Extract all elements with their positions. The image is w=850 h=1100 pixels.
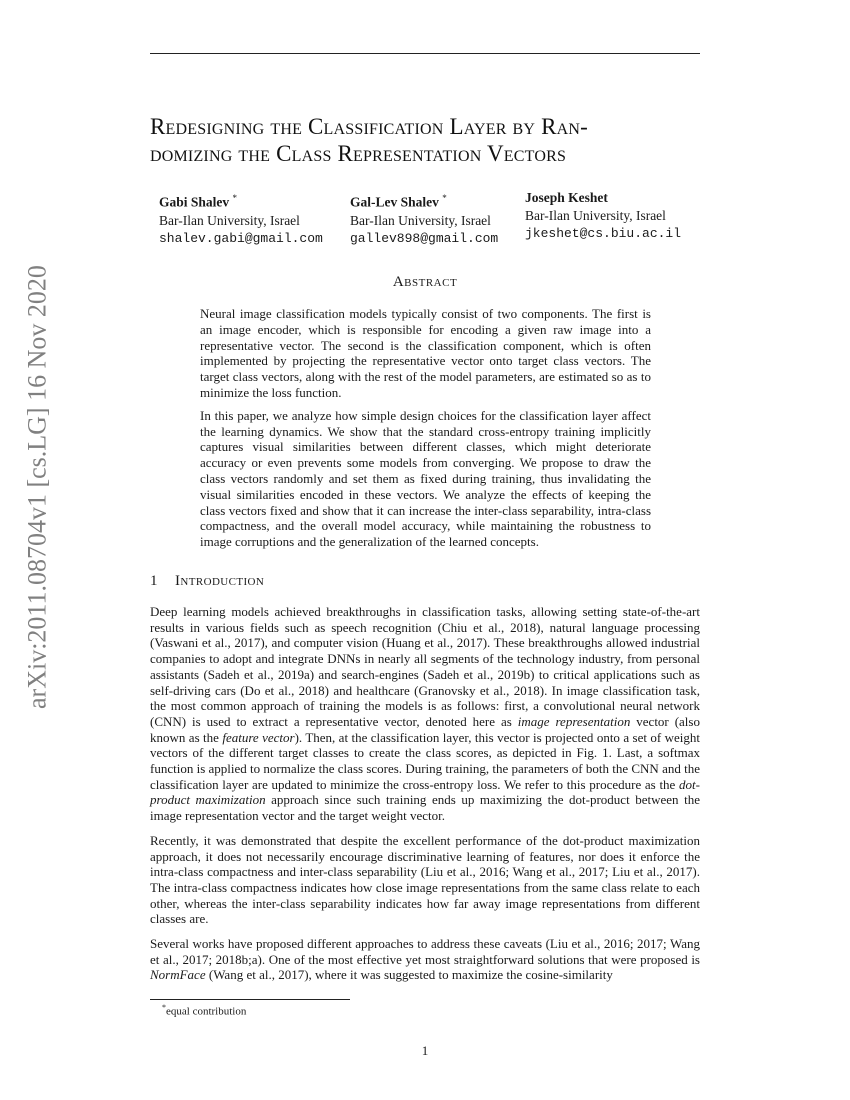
abstract-body: [200, 306, 651, 557]
abstract-paragraph-1: Neural image classification models typically consist of two components. The first is an image encoder, which is responsible for encoding a given raw image into a representative vector. The second is the classification component, which is often implemented by projecting the representative vector onto target class vectors. The target class vectors, along with the rest of the model parameters, are estimated so as to minimize the loss function.: [200, 306, 651, 400]
page-number: 1: [421, 1043, 429, 1058]
equal-contribution-mark: *: [442, 193, 447, 203]
intro-paragraph-2: Recently, it was demonstrated that despite the excellent performance of the dot-product maximization approach, it does not necessarily encourage discriminative learning of features, nor does it enforce the intra-class compactness and inter-class separability (Liu et al., 2016; Wang et al., 2017; Liu et al., 2017). The intra-class compactness indicates how close image representations from the same class relate to each other, whereas the inter-class separability indicates how far away image representations from different classes are.: [150, 832, 700, 927]
emphasis-term: feature vector: [222, 729, 295, 745]
author-email: jkeshet@cs.biu.ac.il: [525, 226, 682, 241]
author-name: Joseph Keshet: [525, 190, 608, 205]
author-affiliation: Bar-Ilan University, Israel: [159, 212, 300, 228]
footnote-rule: [150, 999, 350, 1000]
top-rule: [150, 53, 700, 54]
title-line-2: domizing the Class Representation Vectors: [150, 141, 567, 166]
author-affiliation: Bar-Ilan University, Israel: [525, 208, 666, 223]
author-3: [525, 189, 681, 243]
author-name: Gal-Lev Shalev *: [350, 193, 447, 210]
author-affiliation: Bar-Ilan University, Israel: [350, 212, 491, 228]
author-email: shalev.gabi@gmail.com: [159, 230, 323, 246]
intro-paragraph-1: Deep learning models achieved breakthroughs in classification tasks, allowing setting state-of-the-art results in various fields such as speech recognition (Chiu et al., 2018), natural language processing (Vaswani et al., 2017), and computer vision (Huang et al., 2017). These breakthroughs allowed industrial companies to adopt and integrate DNNs in nearly all segments of the technology industry, from personal assistants (Sadeh et al., 2019a) and search-engines (Sadeh et al., 2019b) to critical applications such as self-driving cars (Do et al., 2018) and healthcare (Granovsky et al., 2018). In image classification task, the most common approach of training the models is as follows: first, a convolutional neural network (CNN) is used to extract a representative vector, denoted here as image representation vector (also known as the feature vector). Then, at the classification layer, this vector is projected onto a set of weight vectors of the different target classes to create the class scores, as depicted in Fig. 1. Last, a softmax function is applied to normalize the class scores. During training, the parameters of both the CNN and the classification layer are updated to minimize the cross-entropy loss. We refer to this procedure as the dot-product maximization approach since such training ends up maximizing the dot-product between the image representation vector and the target weight vector.: [150, 604, 700, 824]
author-name: Gabi Shalev *: [159, 193, 238, 210]
author-2: [350, 189, 498, 248]
section-number: 1: [150, 573, 158, 589]
footnote-text: equal contribution: [166, 1005, 247, 1018]
author-email: gallev898@gmail.com: [350, 230, 499, 246]
section-title: Introduction: [175, 573, 265, 589]
emphasis-term: dot-product maximization: [150, 776, 700, 808]
footnote-mark: *: [162, 1003, 166, 1012]
section-heading-introduction: [150, 573, 264, 590]
arxiv-stamp: arXiv:2011.08704v1 [cs.LG] 16 Nov 2020: [22, 265, 52, 709]
abstract-heading: Abstract: [392, 274, 458, 290]
introduction-body: [150, 604, 700, 992]
author-1: [159, 189, 323, 248]
emphasis-term: image representation: [517, 713, 631, 729]
equal-contribution-mark: *: [232, 193, 238, 203]
intro-paragraph-3: Several works have proposed different approaches to address these caveats (Liu et al., 2016; 2017; Wang et al., 2017; 2018b;a). One of the most effective yet most straightforward solutions that were proposed is NormFace (Wang et al., 2017), where it was suggested to maximize the cosine-similarity: [150, 936, 700, 983]
emphasis-term: NormFace: [150, 967, 206, 983]
footnote: [162, 1003, 246, 1018]
title-line-1: Redesigning the Classification Layer by Ran-: [150, 114, 589, 139]
abstract-paragraph-2: In this paper, we analyze how simple design choices for the classification layer affect the learning dynamics. We show that the standard cross-entropy training implicitly captures visual similarities between different classes, which might deteriorate accuracy or even prevents some models from converging. We propose to draw the class vectors randomly and set them as fixed during training, thus invalidating the visual similarities encoded in these vectors. We analyze the effects of keeping the class vectors fixed and show that it can increase the inter-class separability, intra-class compactness, and the overall model accuracy, while maintaining the robustness to image corruptions and the generalization of the learned concepts.: [200, 407, 651, 550]
paper-title: [150, 113, 710, 167]
